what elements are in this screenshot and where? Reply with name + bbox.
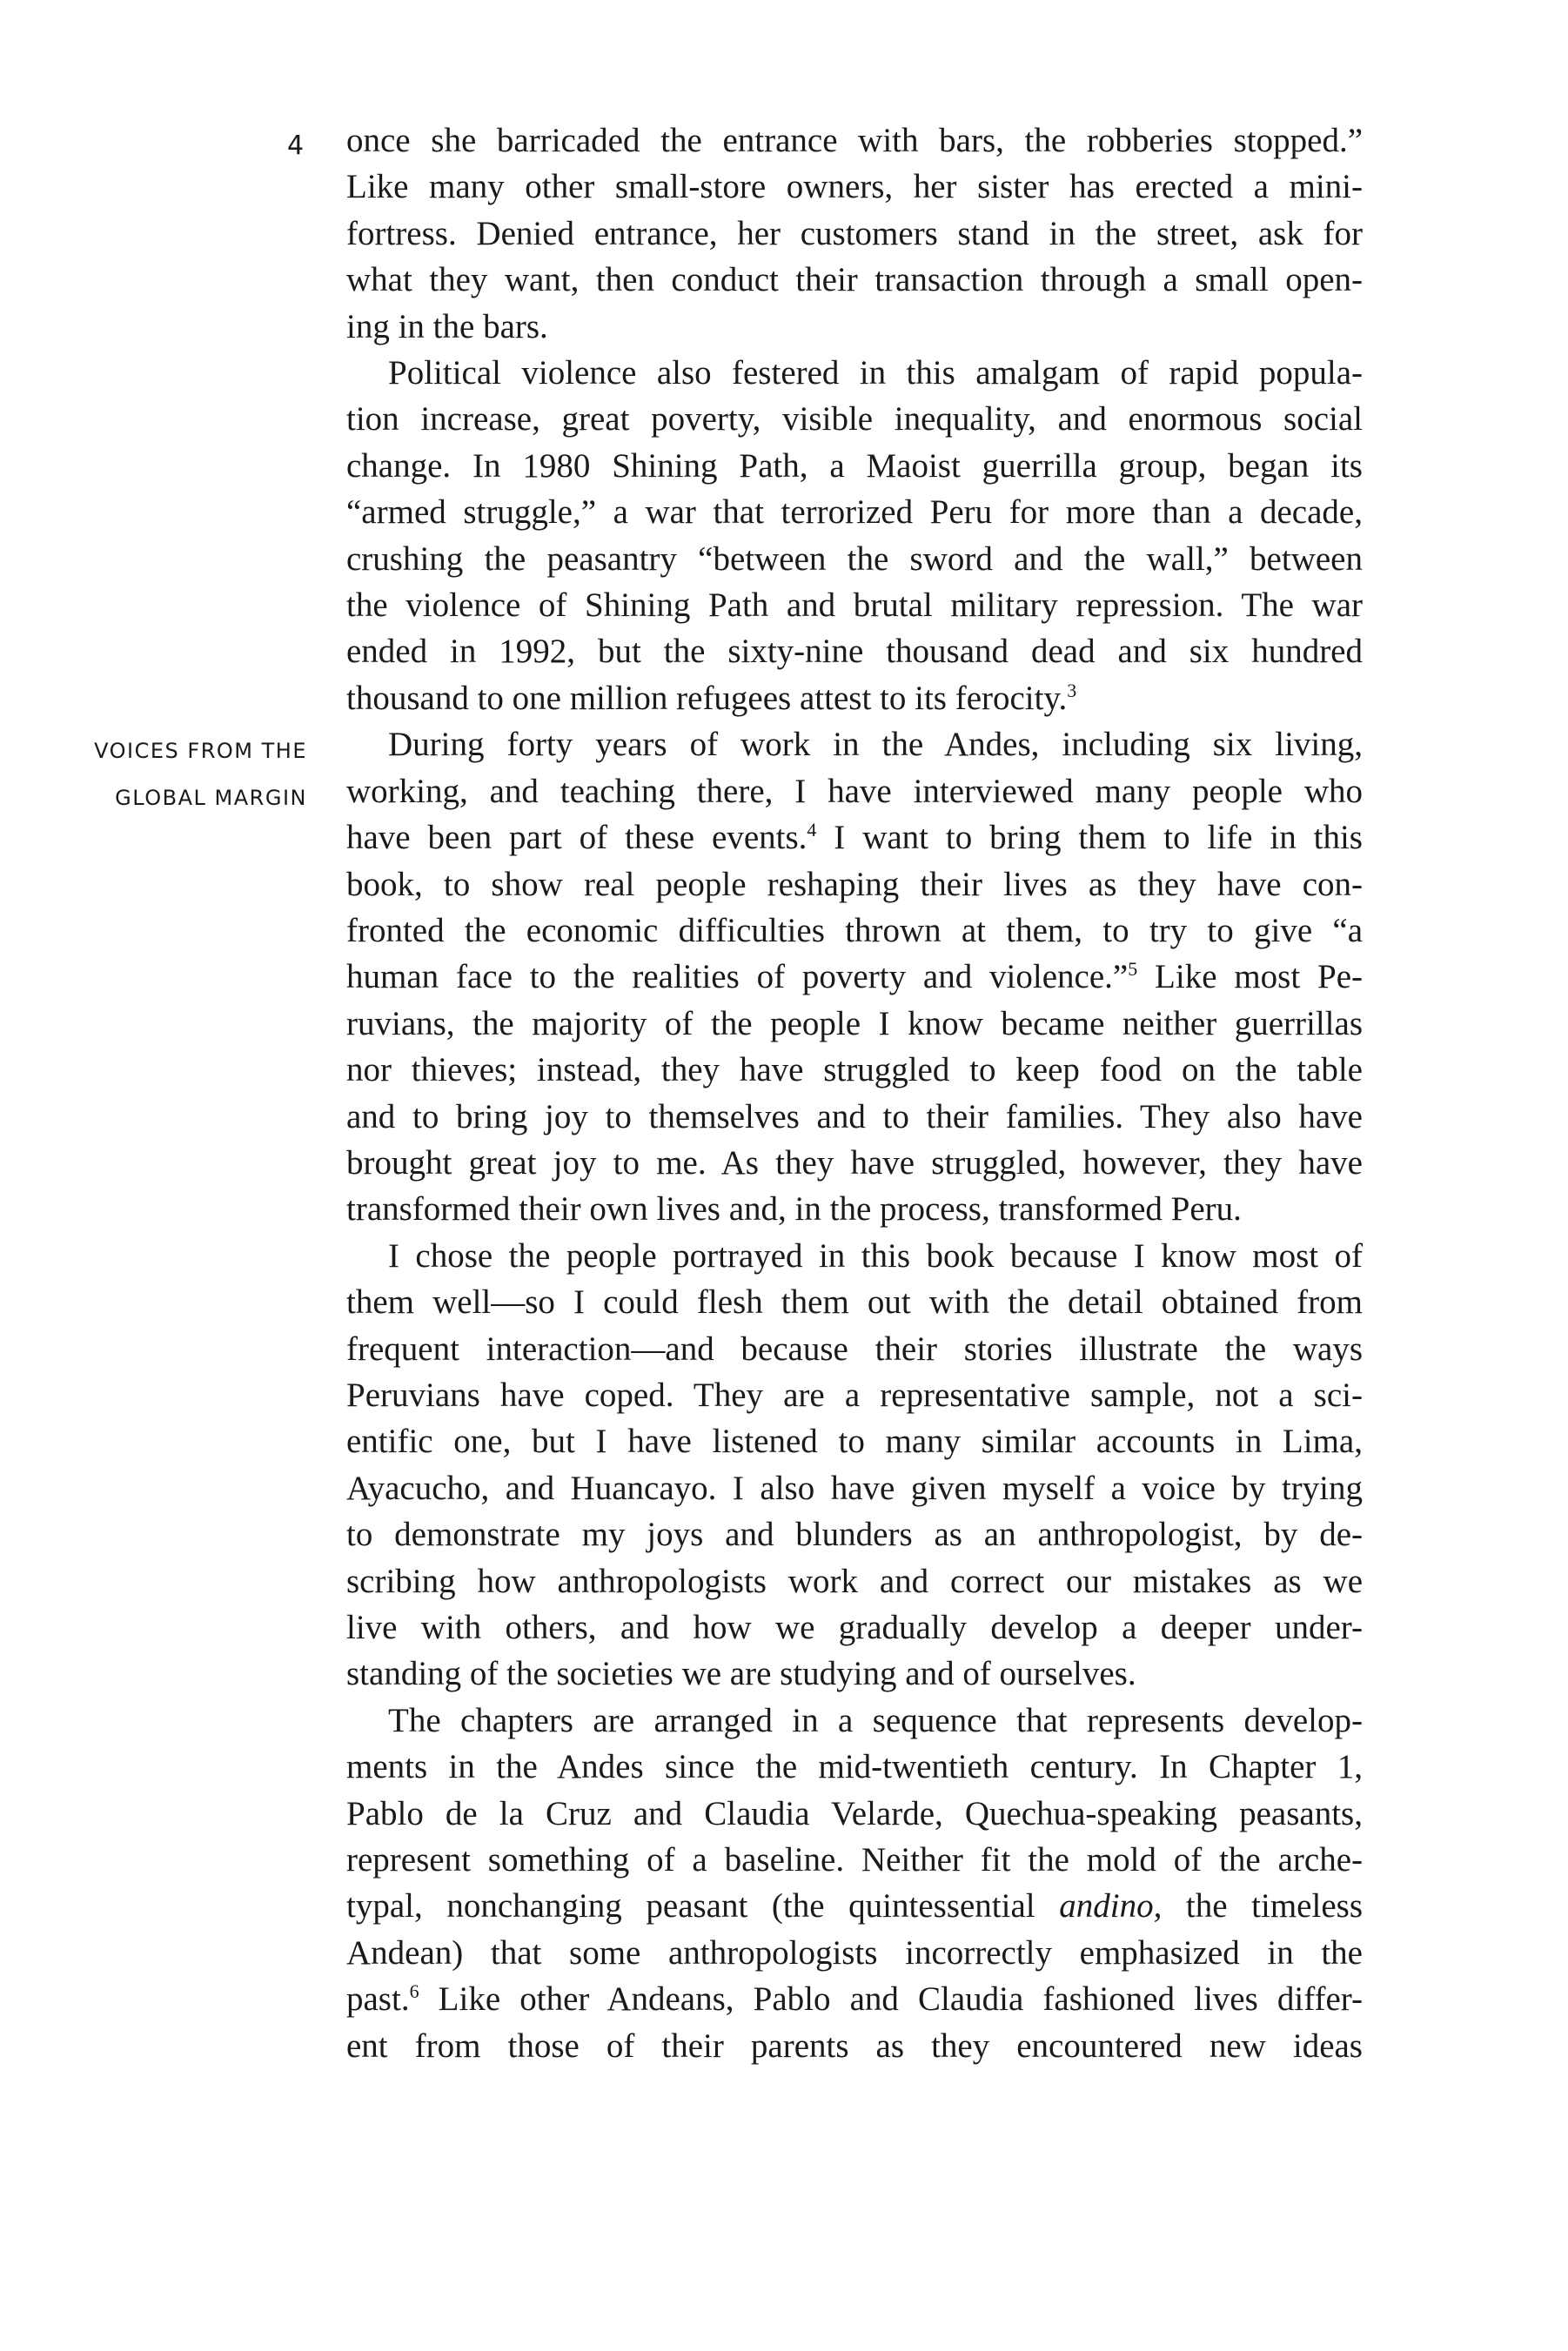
text-line: entific one, but I have listened to many similar accounts in Lima, [346, 1423, 1363, 1461]
text-line: book, to show real people reshaping their lives as they have con- [346, 865, 1363, 903]
footnote-marker: 5 [1128, 958, 1138, 981]
text-line: ent from those of their parents as they encountered new ideas [346, 2026, 1363, 2065]
text-line: scribing how anthropologists work and correct our mistakes as we [346, 1562, 1363, 1600]
text-line: ments in the Andes since the mid-twentieth century. In Chapter 1, [346, 1748, 1363, 1786]
text-fragment: Like other Andeans, Pablo and Claudia fashioned lives differ- [419, 1980, 1363, 2019]
paragraph [346, 1698, 1363, 2069]
text-line: represent something of a baseline. Neither fit the mold of the arche- [346, 1841, 1363, 1879]
text-line: tion increase, great poverty, visible inequality, and enormous social [346, 400, 1363, 439]
running-head [52, 727, 307, 821]
text-line [346, 954, 1363, 1000]
text-line: change. In 1980 Shining Path, a Maoist guerrilla group, began its [346, 446, 1363, 485]
text-line: live with others, and how we gradually develop a deeper under- [346, 1609, 1363, 1646]
text-line: once she barricaded the entrance with bars, the robberies stopped.” [346, 122, 1363, 159]
paragraph [346, 721, 1363, 1232]
text-line: “armed struggle,” a war that terrorized Peru for more than a decade, [346, 493, 1363, 532]
footnote-marker: 4 [807, 819, 817, 841]
italic-term: andino, [1059, 1887, 1163, 1926]
paragraph [346, 117, 1363, 350]
text-fragment: human face to the realities of poverty and violence.” [346, 958, 1129, 996]
text-fragment: have been part of these events. [346, 819, 807, 857]
text-line: brought great joy to me. As they have struggled, however, they have [346, 1143, 1363, 1182]
text-line: ruvians, the majority of the people I know became neither guerrillas [346, 1004, 1363, 1042]
text-fragment: past. [346, 1980, 410, 2019]
text-fragment: the timeless [1162, 1887, 1363, 1926]
text-line: fronted the economic difficulties thrown at them, to try to give “a [346, 911, 1363, 949]
text-line: transformed their own lives and, in the process, transformed Peru. [346, 1190, 1242, 1229]
text-fragment: thousand to one million refugees attest to its ferocity. [346, 679, 1068, 717]
text-line: and to bring joy to themselves and to their families. They also have [346, 1097, 1363, 1135]
body-text [346, 117, 1363, 2069]
footnote-marker: 6 [409, 1980, 419, 2003]
text-line: fortress. Denied entrance, her customers stand in the street, ask for [346, 214, 1363, 252]
paragraph [346, 350, 1363, 721]
text-line: them well—so I could flesh them out with the detail obtained from [346, 1283, 1363, 1322]
text-line: Like many other small-store owners, her sister has erected a mini- [346, 168, 1363, 206]
text-line: Pablo de la Cruz and Claudia Velarde, Quechua-speaking peasants, [346, 1794, 1363, 1832]
running-head-line-2: GLOBAL MARGIN [115, 786, 307, 810]
text-line: crushing the peasantry “between the sword and the wall,” between [346, 539, 1363, 578]
paragraph [346, 1233, 1363, 1698]
footnote-marker: 3 [1067, 679, 1077, 701]
page-number: 4 [287, 131, 305, 161]
text-line [346, 1976, 1363, 2022]
text-line: Ayacucho, and Huancayo. I also have given myself a voice by trying [346, 1469, 1363, 1507]
text-line [346, 1883, 1363, 1929]
text-fragment: I want to bring them to life in this [816, 819, 1363, 857]
text-line: I chose the people portrayed in this book because I know most of [388, 1236, 1363, 1275]
text-line: Political violence also festered in this amalgam of rapid popula- [388, 354, 1363, 392]
text-line: The chapters are arranged in a sequence that represents develop- [388, 1701, 1363, 1739]
text-line: standing of the societies we are studying and of ourselves. [346, 1655, 1136, 1693]
text-fragment: typal, nonchanging peasant (the quintessential [346, 1887, 1060, 1926]
text-line: nor thieves; instead, they have struggled to keep food on the table [346, 1051, 1363, 1089]
text-line [346, 675, 1363, 721]
text-line: frequent interaction—and because their stories illustrate the ways [346, 1330, 1363, 1368]
text-line: Andean) that some anthropologists incorrectly emphasized in the [346, 1933, 1363, 1972]
text-line: ing in the bars. [346, 307, 548, 345]
text-line: Peruvians have coped. They are a representative sample, not a sci- [346, 1376, 1363, 1414]
text-line: to demonstrate my joys and blunders as an anthropologist, by de- [346, 1516, 1363, 1554]
text-line [346, 814, 1363, 861]
running-head-line-1: VOICES FROM THE [94, 739, 307, 763]
text-line: working, and teaching there, I have interviewed many people who [346, 772, 1363, 810]
text-fragment: Like most Pe- [1137, 958, 1363, 996]
text-line: During forty years of work in the Andes, including six living, [388, 726, 1363, 764]
text-line: what they want, then conduct their transaction through a small open- [346, 261, 1363, 299]
text-line: the violence of Shining Path and brutal military repression. The war [346, 586, 1363, 625]
text-line: ended in 1992, but the sixty-nine thousand dead and six hundred [346, 633, 1363, 671]
